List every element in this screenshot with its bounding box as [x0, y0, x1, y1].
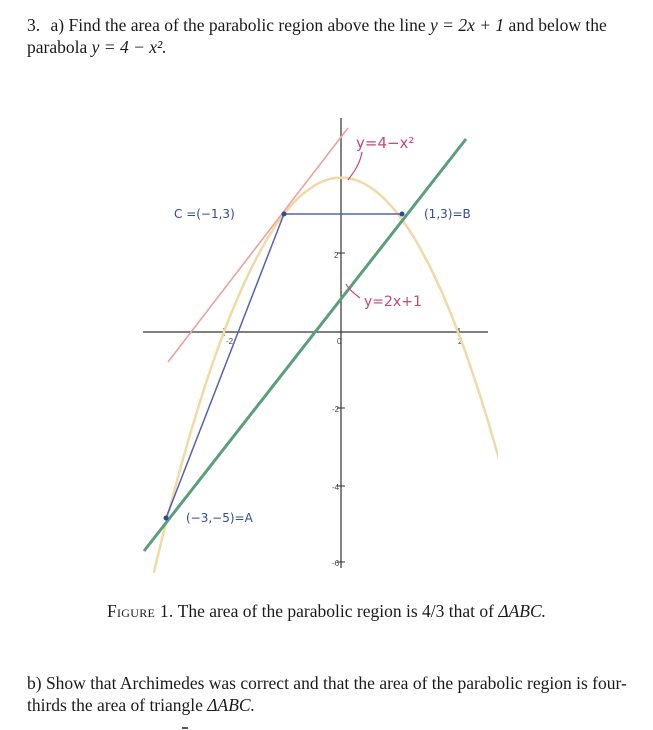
tick-label-y-neg6: -6 [332, 559, 340, 568]
tick-label-y-neg4: -4 [332, 483, 340, 492]
caption-text: The area of the parabolic region is 4/3 that of [177, 601, 494, 621]
line-2x-plus-1 [144, 139, 466, 551]
point-b-label: (1,3)=B [424, 207, 471, 221]
figure-1 [138, 108, 498, 578]
parabola-equation: y = 4 − x². [91, 37, 167, 57]
part-a-text-1: Find the area of the parabolic region above the line [68, 15, 426, 35]
point-b [400, 212, 405, 217]
part-a-label: a) [50, 15, 65, 35]
tick-label-y-2: 2 [334, 251, 339, 260]
point-a-label: (−3,−5)=A [186, 511, 253, 525]
part-b-triangle: ΔABC. [207, 695, 255, 715]
point-a [164, 516, 169, 521]
figure-caption [0, 601, 653, 622]
stray-mark [182, 727, 188, 729]
part-b-label: b) [27, 673, 42, 693]
figure-1-plot [138, 108, 498, 578]
triangle-abc [166, 214, 402, 518]
tick-label-x-neg2: -2 [226, 337, 234, 346]
part-b-text: Show that Archimedes was correct and that the area of the parabolic region is four-thirds the area of triangle [27, 673, 627, 715]
tick-label-x-0: 0 [337, 337, 342, 346]
part-b [27, 672, 637, 716]
line-equation: y = 2x + 1 [430, 15, 505, 35]
part-a-text-2: and below the parabola [27, 15, 607, 57]
point-c [282, 212, 287, 217]
problem-number: 3. [27, 15, 41, 35]
caption-label: Figure 1. [106, 601, 174, 621]
problem-statement [27, 14, 637, 58]
tick-label-x-2: 2 [458, 337, 463, 346]
caption-triangle: ΔABC. [498, 601, 547, 621]
line-label: y=2x+1 [364, 294, 422, 310]
tick-label-y-neg2: -2 [332, 405, 340, 414]
point-c-label: C =(−1,3) [174, 207, 235, 221]
parabola-label-arrow [348, 152, 362, 180]
parabola-label: y=4−x² [356, 134, 415, 152]
